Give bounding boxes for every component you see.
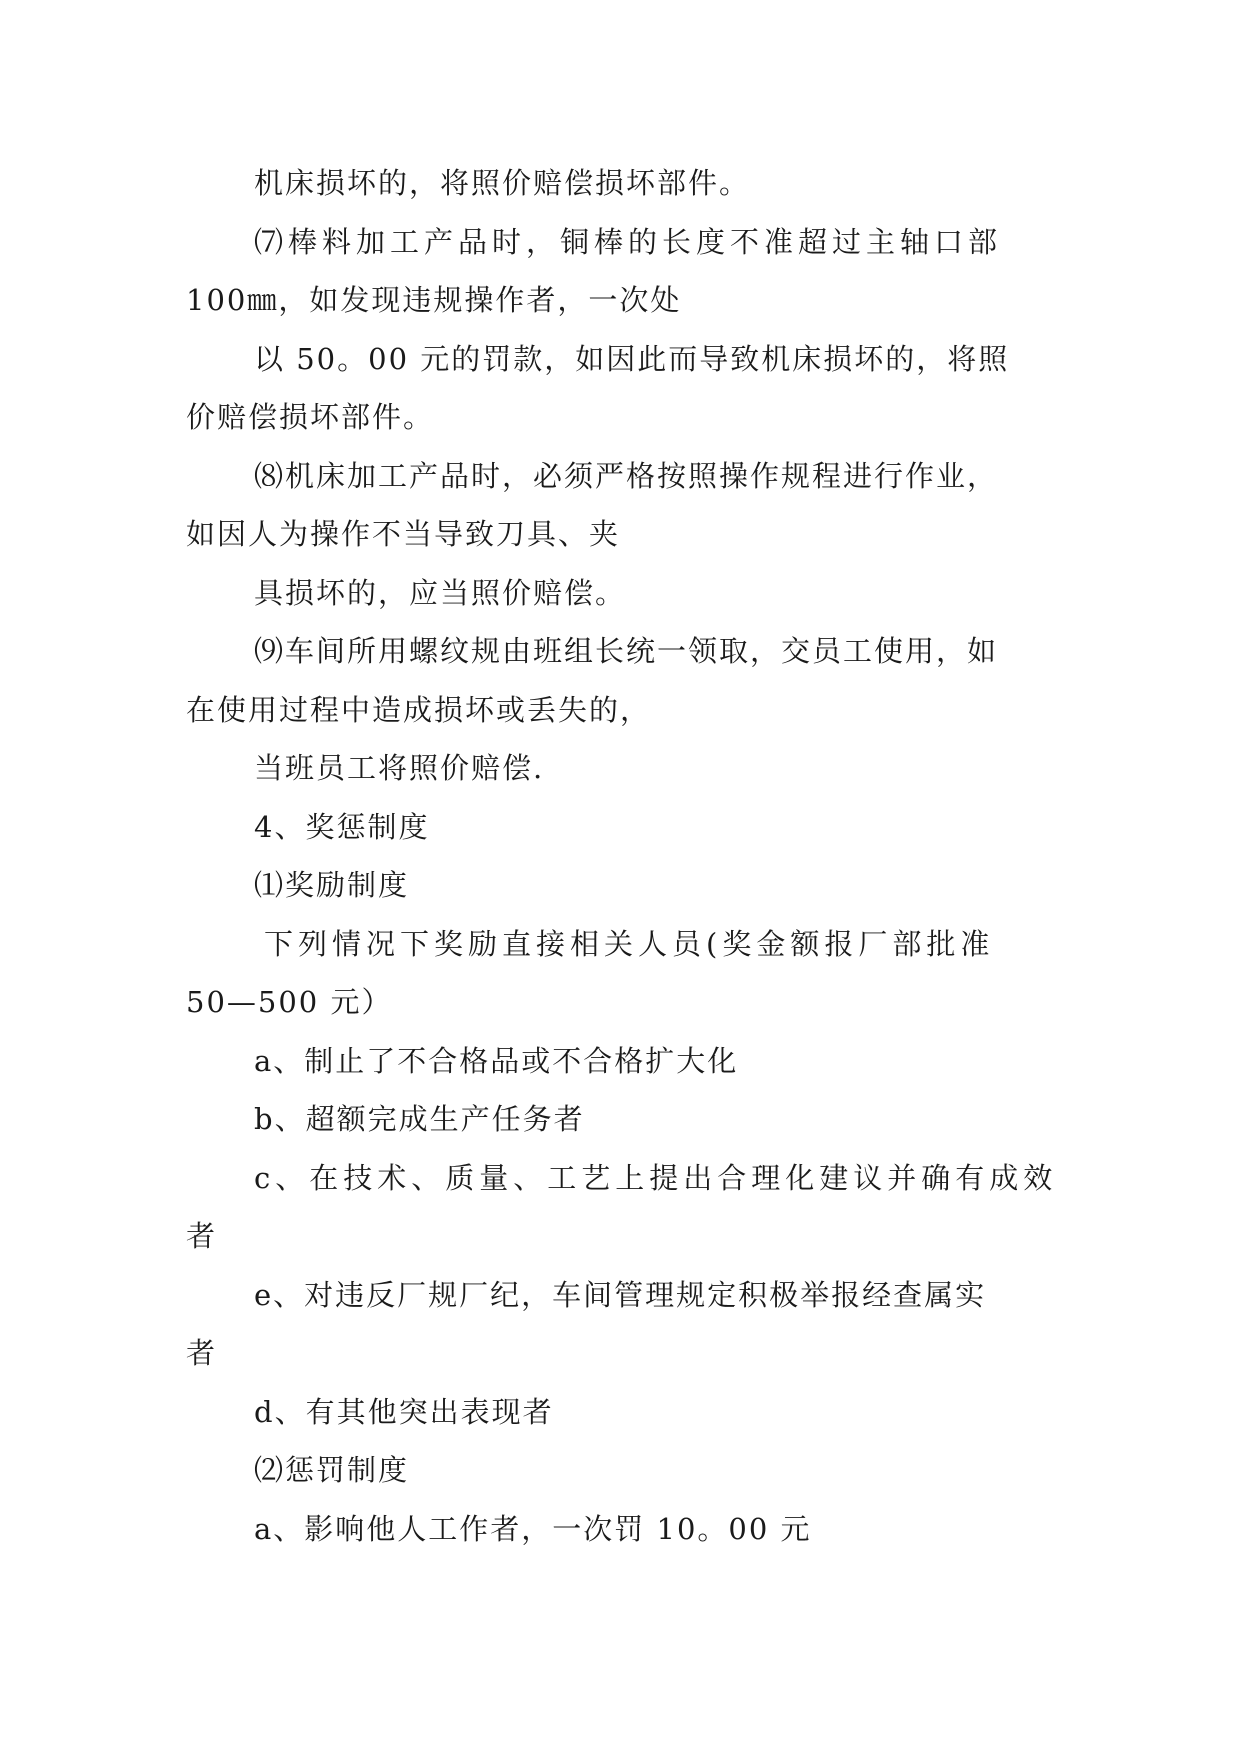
text-line: 50—500 元） [186,985,393,1019]
text-line: 下列情况下奖励直接相关人员(奖金额报厂部批准 [264,926,995,961]
text-line: 价赔偿损坏部件。 [186,400,435,434]
list-item: e、对违反厂规厂纪，车间管理规定积极举报经查属实 [254,1277,987,1312]
list-item: c、在技术、质量、工艺上提出合理化建议并确有成效 [254,1160,1058,1195]
text-line: 以 50。00 元的罚款，如因此而导致机床损坏的，将照 [254,341,1010,376]
text-line: 100㎜，如发现违规操作者，一次处 [186,283,682,317]
subsection-heading: ⑴奖励制度 [254,868,410,902]
list-item: d、有其他突出表现者 [254,1394,554,1429]
text-line: 具损坏的，应当照价赔偿。 [254,575,627,610]
list-item: a、影响他人工作者，一次罚 10。00 元 [254,1511,812,1546]
text-line: 者 [186,1219,218,1253]
list-item: a、制止了不合格品或不合格扩大化 [254,1043,739,1078]
text-line: ⑻机床加工产品时，必须严格按照操作规程进行作业， [254,458,999,493]
list-item: b、超额完成生产任务者 [254,1102,585,1136]
text-line: 当班员工将照价赔偿. [254,751,545,785]
section-heading: 4、奖惩制度 [254,809,430,844]
subsection-heading: ⑵惩罚制度 [254,1453,410,1487]
text-line: 机床损坏的，将照价赔偿损坏部件。 [254,166,751,200]
text-line: 如因人为操作不当导致刀具、夹 [186,517,621,551]
document-body [186,154,1056,1558]
text-line: 在使用过程中造成损坏或丢失的， [186,692,652,727]
text-line: ⑺棒料加工产品时，铜棒的长度不准超过主轴口部 [254,224,1003,259]
text-line: ⑼车间所用螺纹规由班组长统一领取，交员工使用，如 [254,634,999,668]
text-line: 者 [186,1336,218,1370]
